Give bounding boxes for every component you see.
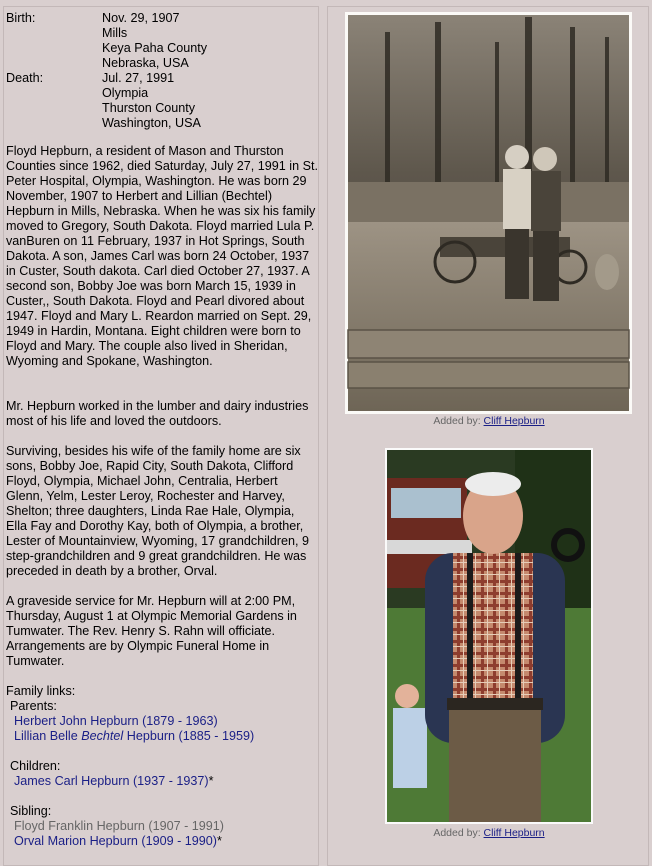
family-links-heading: Family links: bbox=[6, 684, 76, 698]
photo2-caption bbox=[328, 826, 650, 841]
child-james-flower-mark: * bbox=[208, 774, 214, 788]
birth-details bbox=[102, 11, 312, 71]
photo-panel bbox=[327, 6, 649, 866]
parent-lillian-maiden: Bechtel bbox=[81, 729, 124, 743]
bio-paragraph-3: Surviving, besides his wife of the family home are six sons, Bobby Joe, Rapid City, South Dakota, Clifford Floyd, Olympia, Michael John, Centralia, Herbert Glenn, Yelm, Lester Leroy, Rochester and Harvey, Shelton; three daughters, Linda Rae Hale, Olympia, Ella Fay and Dorothy Kay, both of Olympia, a brother, Lester of Mountainview, Wyoming, 17 grandchildren, 9 step-grandchildren and 9 great grandchildren. He was preceded in death by a brother, Orval. bbox=[6, 444, 309, 578]
photo-man-plaid-shirt[interactable] bbox=[385, 448, 593, 824]
sibling-row-orval bbox=[6, 834, 318, 849]
death-county: Thurston County bbox=[102, 101, 196, 115]
parent-lillian-link[interactable] bbox=[14, 729, 254, 743]
death-date: Jul. 27, 1991 bbox=[102, 71, 175, 85]
color-photo-image bbox=[385, 448, 593, 824]
photo1-added-by-link[interactable]: Cliff Hepburn bbox=[483, 415, 545, 427]
death-label: Death: bbox=[6, 71, 44, 85]
photo1-caption bbox=[328, 414, 650, 429]
death-state: Washington, USA bbox=[102, 116, 201, 130]
parent-link-lillian[interactable] bbox=[6, 729, 318, 744]
sibling-label: Sibling: bbox=[10, 804, 52, 818]
parent-lillian-rest: Hepburn (1885 - 1959) bbox=[123, 729, 255, 743]
birth-city: Mills bbox=[102, 26, 128, 40]
child-row-james bbox=[6, 774, 318, 789]
bio-paragraph-1: Floyd Hepburn, a resident of Mason and Thurston Counties since 1962, died Saturday, July 27, 1991 in St. Peter Hospital, Olympia, Washington. He was born 29 November, 1907 to Herbert and Lillian (Bechtel) Hepburn in Mills, Nebraska. When he was six his family moved to Gregory, South Dakota. Floyd married Lula P. vanBuren on 11 February, 1937 in Hot Springs, South Dakota. A son, James Carl was born 24 October, 1937 in Custer, South dakota. Carl died October 27, 1937. A second son, Bobby Joe was born March 15, 1939 in Custer,, South Dakota. Floyd and Pearl divored about 1947. Floyd and Mary L. Reardon married on Sept. 29, 1949 in Hardin, Montana. Eight children were born to Floyd and Mary. The couple also lived in Sheridan, Wyoming and Spokane, Washington. bbox=[6, 144, 319, 368]
child-james-link[interactable]: James Carl Hepburn (1937 - 1937) bbox=[14, 774, 209, 788]
photo-children-wagon[interactable] bbox=[345, 12, 632, 414]
family-links bbox=[6, 684, 318, 849]
birth-county: Keya Paha County bbox=[102, 41, 208, 55]
bio-paragraph-4: A graveside service for Mr. Hepburn will at 2:00 PM, Thursday, August 1 at Olympic Memorial Gardens in Tumwater. The Rev. Henry S. Rahn will officiate. Arrangements are by Olympic Funeral Home in Tumwater. bbox=[6, 594, 297, 668]
birth-date: Nov. 29, 1907 bbox=[102, 11, 180, 25]
death-city: Olympia bbox=[102, 86, 149, 100]
children-label: Children: bbox=[10, 759, 61, 773]
death-details bbox=[102, 71, 312, 131]
birth-state: Nebraska, USA bbox=[102, 56, 189, 70]
sibling-orval-link[interactable]: Orval Marion Hepburn (1909 - 1990) bbox=[14, 834, 218, 848]
photo2-caption-prefix: Added by: bbox=[433, 827, 484, 839]
photo2-added-by-link[interactable]: Cliff Hepburn bbox=[483, 827, 545, 839]
bio-paragraph-2: Mr. Hepburn worked in the lumber and dairy industries most of his life and loved the outdoors. bbox=[6, 399, 309, 428]
photo1-caption-prefix: Added by: bbox=[433, 415, 484, 427]
parent-link-herbert[interactable] bbox=[6, 714, 318, 729]
parent-lillian-first: Lillian Belle bbox=[14, 729, 82, 743]
parents-label: Parents: bbox=[10, 699, 57, 713]
sibling-orval-flower-mark: * bbox=[217, 834, 222, 848]
sibling-self: Floyd Franklin Hepburn (1907 - 1991) bbox=[14, 819, 225, 833]
parent-herbert-link[interactable]: Herbert John Hepburn (1879 - 1963) bbox=[14, 714, 218, 728]
sepia-photo-image bbox=[345, 12, 632, 414]
birth-label: Birth: bbox=[6, 11, 36, 25]
memorial-text-panel bbox=[3, 6, 319, 866]
